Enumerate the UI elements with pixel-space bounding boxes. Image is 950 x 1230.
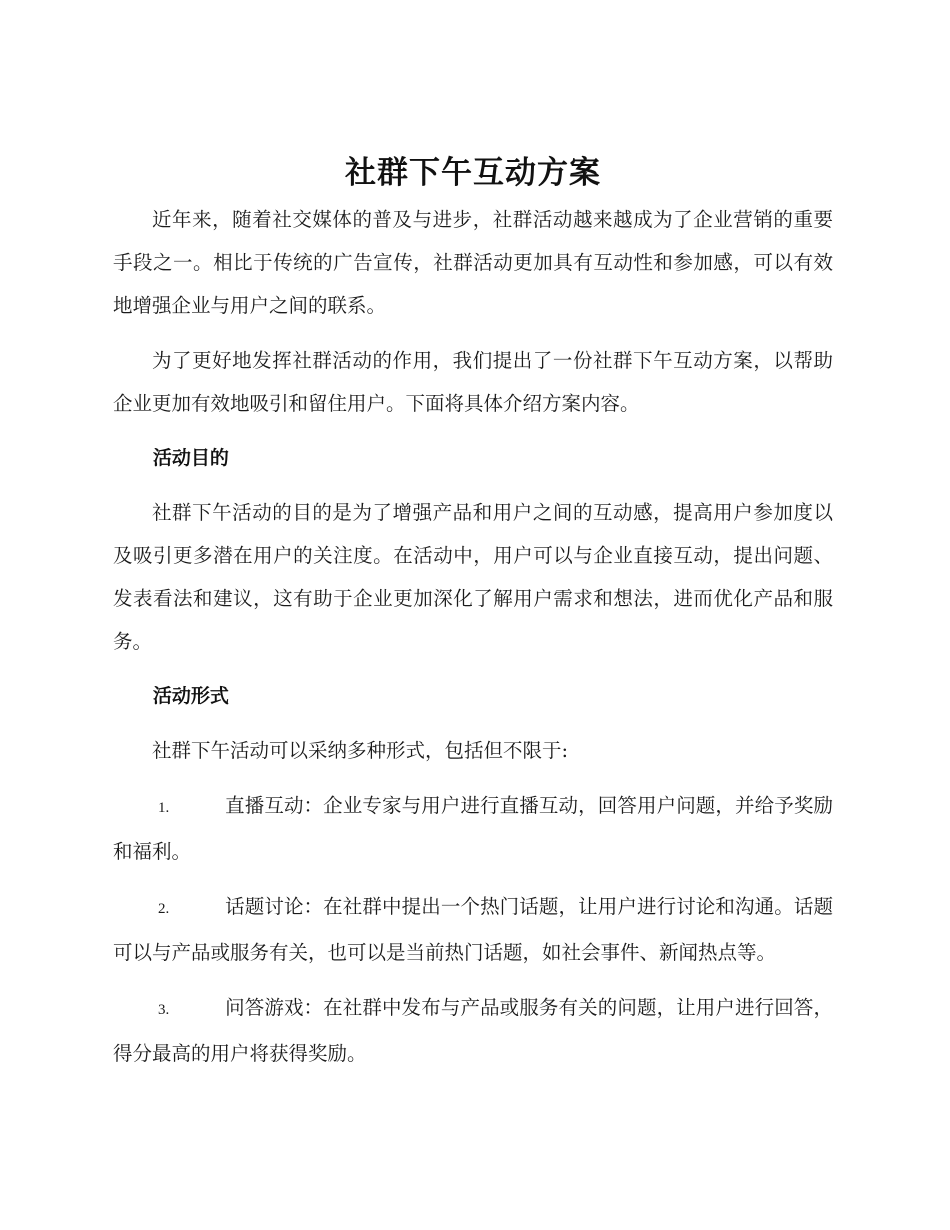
list-item-number: 3. xyxy=(158,1002,170,1018)
document-body xyxy=(113,150,833,1075)
section-heading-format: 活动形式 xyxy=(152,685,229,707)
list-item xyxy=(113,784,833,873)
intro-paragraph-2: 为了更好地发挥社群活动的作用，我们提出了一份社群下午互动方案，以帮助企业更加有效地吸引和留住用户。下面将具体介绍方案内容。 xyxy=(113,349,833,415)
list-item-text: 直播互动：企业专家与用户进行直播互动，回答用户问题，并给予奖励和福利。 xyxy=(113,794,833,863)
purpose-paragraph: 社群下午活动的目的是为了增强产品和用户之间的互动感，提高用户参加度以及吸引更多潜在用户的关注度。在活动中，用户可以与企业直接互动，提出问题、发表看法和建议，这有助于企业更加深化了解用户需求和想法，进而优化产品和服务。 xyxy=(113,501,833,653)
list-item xyxy=(113,986,833,1075)
format-lead-paragraph: 社群下午活动可以采纳多种形式，包括但不限于: xyxy=(152,739,569,762)
list-item-text: 问答游戏：在社群中发布与产品或服务有关的问题，让用户进行回答，得分最高的用户将获得奖励。 xyxy=(113,996,833,1065)
section-heading-purpose: 活动目的 xyxy=(152,447,229,469)
list-item-number: 1. xyxy=(158,800,170,816)
intro-paragraph-1: 近年来，随着社交媒体的普及与进步，社群活动越来越成为了企业营销的重要手段之一。相比于传统的广告宣传，社群活动更加具有互动性和参加感，可以有效地增强企业与用户之间的联系。 xyxy=(113,208,833,317)
list-item-text: 话题讨论：在社群中提出一个热门话题，让用户进行讨论和沟通。话题可以与产品或服务有关，也可以是当前热门话题，如社会事件、新闻热点等。 xyxy=(113,895,833,964)
list-item-number: 2. xyxy=(158,901,170,917)
document-title: 社群下午互动方案 xyxy=(345,155,601,191)
list-item xyxy=(113,885,833,974)
